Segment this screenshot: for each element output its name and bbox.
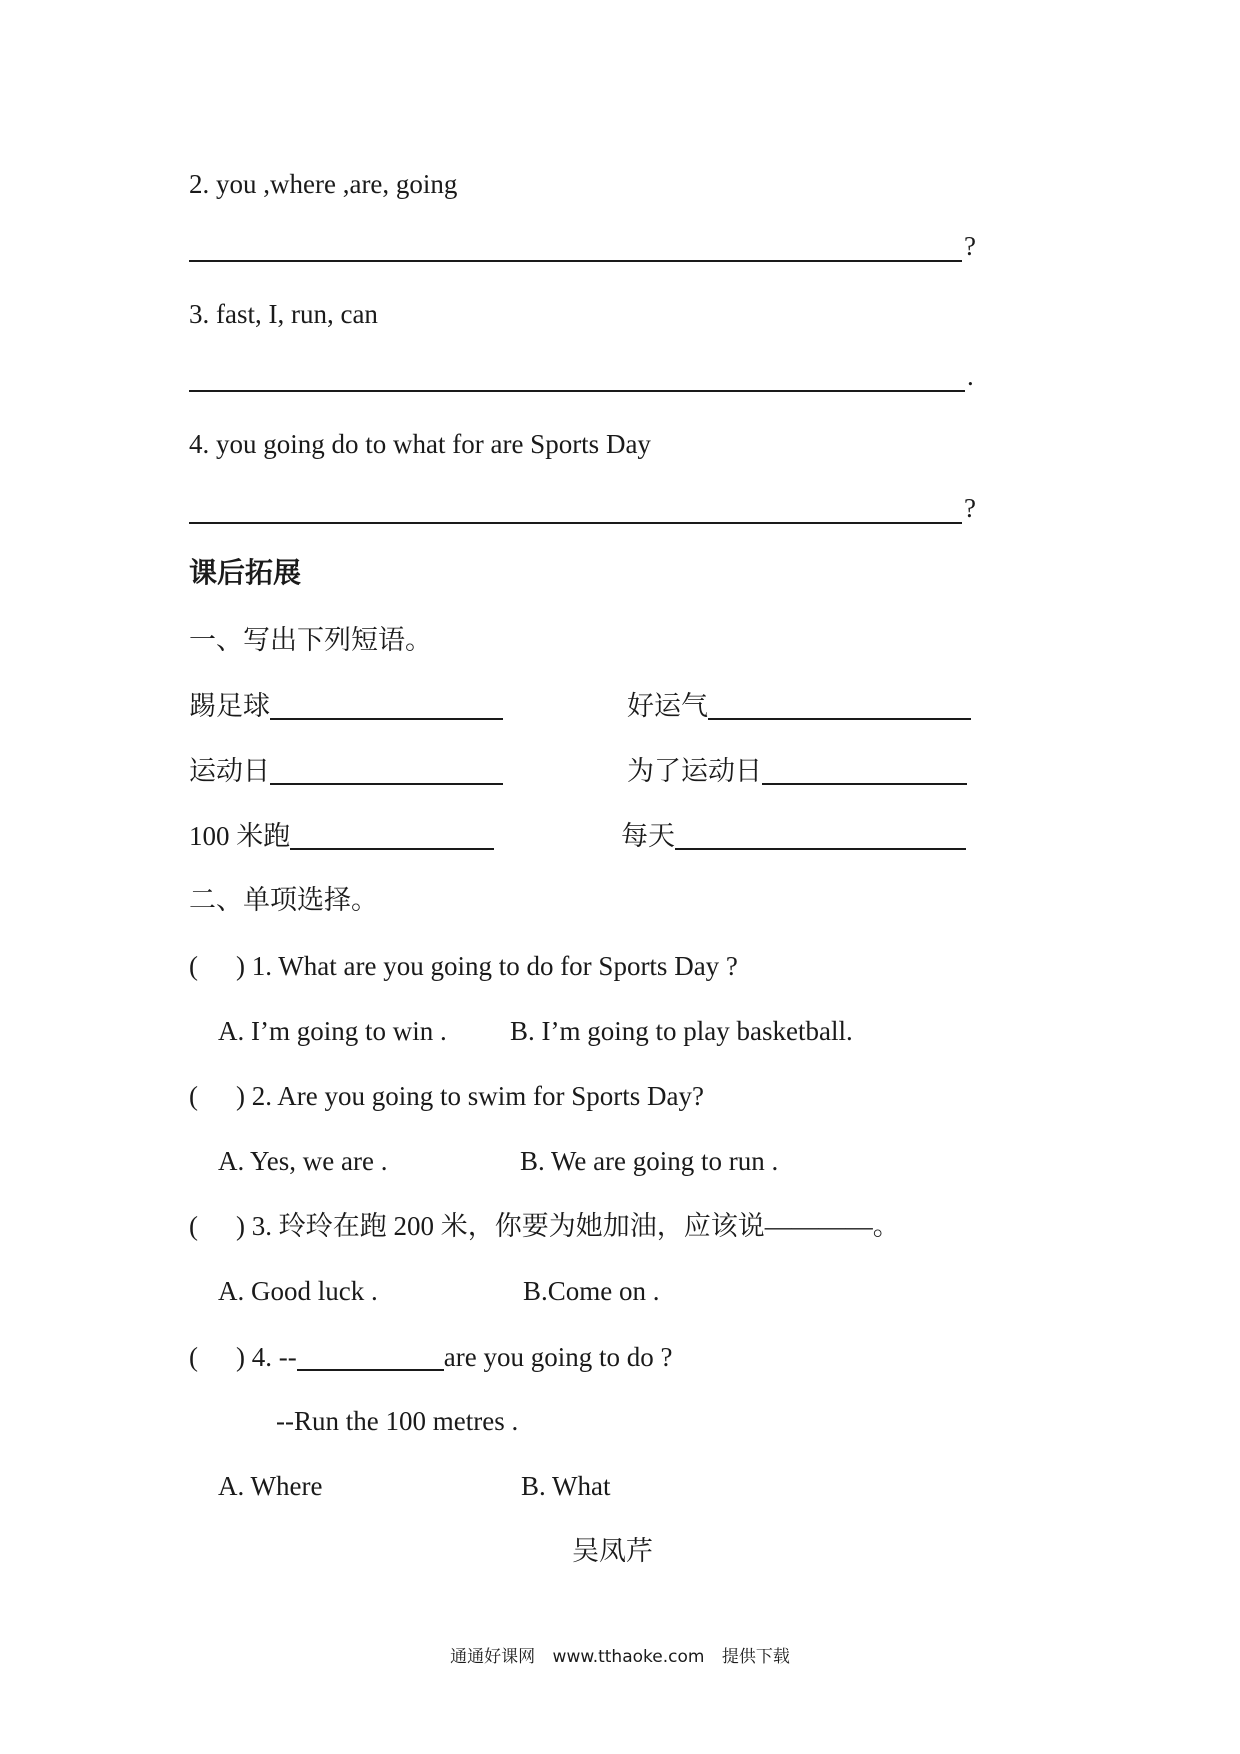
part2-title: 二、单项选择。 [189, 885, 378, 915]
phrase-item: 运动日 [189, 757, 503, 785]
footer-note: 提供下载 [721, 1647, 790, 1667]
question-4-words: 4. you going do to what for are Sports Day [189, 429, 651, 459]
fill-blank [297, 1343, 444, 1371]
answer-2-punct: ? [964, 231, 976, 261]
footer-url: www.tthaoke.com [552, 1647, 705, 1667]
phrase-item: 踢足球 [189, 692, 503, 720]
option-a: A. Good luck . [218, 1276, 378, 1306]
option-a: A. Where [218, 1471, 323, 1501]
option-b: B.Come on . [523, 1276, 660, 1306]
footer-site: 通通好课网 [450, 1647, 536, 1667]
fill-blank [708, 692, 971, 720]
question-3-words: 3. fast, I, run, can [189, 299, 378, 329]
choice-question-1: ( ) 1. What are you going to do for Sports Day ? [189, 951, 738, 981]
phrase-item: 100 米跑 [189, 822, 494, 850]
dialogue-reply: --Run the 100 metres . [276, 1406, 519, 1436]
option-b: B. I’m going to play basketball. [510, 1016, 853, 1046]
option-b: B. We are going to run . [520, 1146, 779, 1176]
fill-blank [675, 822, 966, 850]
phrase-item: 好运气 [627, 692, 971, 720]
choice-question-2: ( ) 2. Are you going to swim for Sports Day? [189, 1081, 704, 1111]
author-name: 吴凤芹 [572, 1536, 653, 1566]
fill-blank [290, 822, 494, 850]
option-a: A. I’m going to win . [218, 1016, 447, 1046]
phrase-item: 每天 [621, 822, 966, 850]
option-b: B. What [521, 1471, 611, 1501]
fill-blank [270, 692, 503, 720]
fill-blank [270, 757, 503, 785]
answer-4-punct: ? [964, 493, 976, 523]
phrase-item: 为了运动日 [627, 757, 967, 785]
option-a: A. Yes, we are . [218, 1146, 388, 1176]
fill-blank [762, 757, 967, 785]
page-footer [0, 1642, 1240, 1667]
answer-3-punct: . [967, 361, 974, 391]
part1-title: 一、写出下列短语。 [189, 625, 432, 655]
choice-question-3: ( ) 3. 玲玲在跑 200 米，你要为她加油，应该说————。 [189, 1211, 900, 1241]
choice-question-4: ( ) 4. -- are you going to do ? [189, 1342, 673, 1372]
section-title: 课后拓展 [189, 558, 302, 589]
question-2-words: 2. you ,where ,are, going [189, 169, 458, 199]
